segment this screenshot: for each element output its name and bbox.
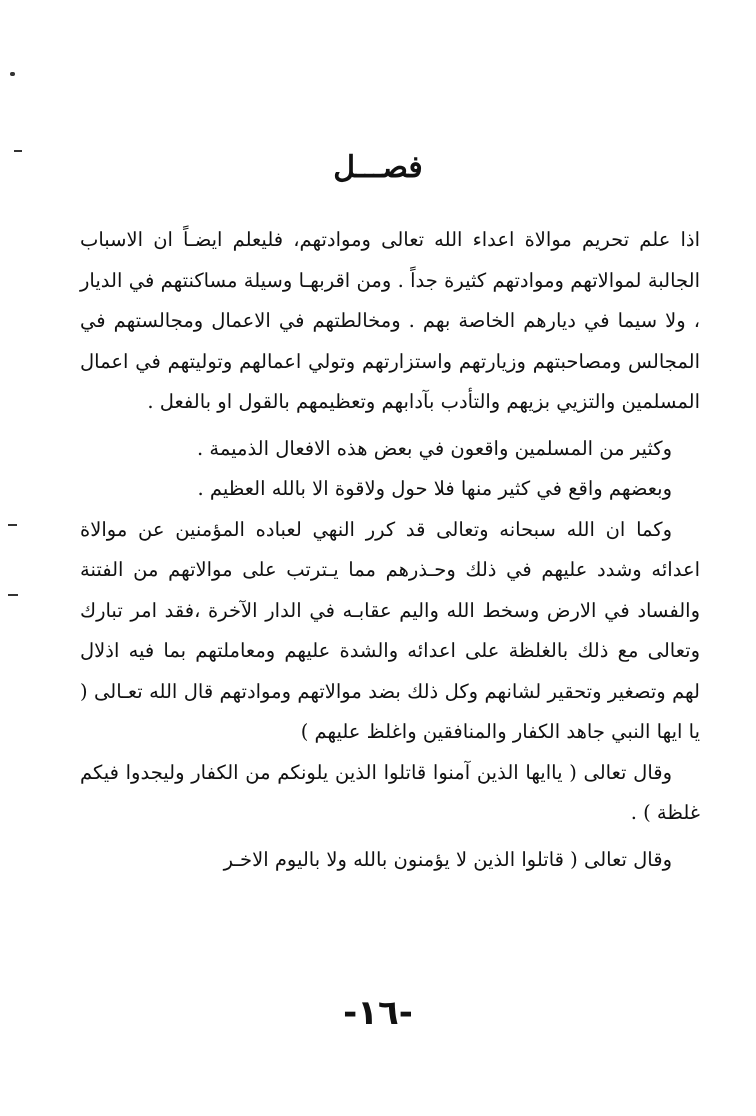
- paragraph: وقال تعالى ( قاتلوا الذين لا يؤمنون بالله ولا باليوم الاخـر: [223, 847, 672, 871]
- paragraph: اذا علم تحريم موالاة اعداء الله تعالى وموادتهم، فليعلم ايضـاً ان الاسباب الجالبة لموالاتهم وموادتهم كثيرة جداً . ومن اقربهـا وسيلة مساكنتهم في الديار ، ولا سيما في ديارهم الخاصة بهم . ومخالطتهم في الاعمال ومجالستهم في المجالس ومصاحبتهم وزيارتهم واستزارتهم وتولي اعمالهم وتوليتهم في اعمال المسلمين والتزيي بزيهم والتأدب بآدابهم وتعظيمهم بالقول او بالفعل .: [80, 228, 700, 413]
- section-heading: فصـــل: [333, 150, 423, 185]
- margin-mark: [8, 594, 18, 596]
- body-text: [80, 220, 700, 880]
- paragraph: وكثير من المسلمين واقعون في بعض هذه الافعال الذميمة .: [196, 436, 672, 460]
- paragraph: وكما ان الله سبحانه وتعالى قد كرر النهي لعباده المؤمنين عن موالاة اعدائه وشدد عليهم في ذلك وحـذرهم مما يـترتب على موالاتهم من الفتنة والفساد في الارض وسخط الله واليم عقابـه في الدار الآخرة ،فقد امر تبارك وتعالى مع ذلك بالغلظة على اعدائه والشدة عليهم ومعاملتهم بما فيه اذلال لهم وتصغير وتحقير لشانهم وكل ذلك بضد موالاتهم وموادتهم قال الله تعـالى ( يا ايها النبي جاهد الكفار والمنافقين واغلظ عليهم ): [80, 517, 700, 743]
- page-number: -١٦-: [343, 993, 413, 1033]
- paragraph: وقال تعالى ( ياايها الذين آمنوا قاتلوا الذين يلونكم من الكفار وليجدوا فيكم غلظة ) .: [80, 760, 700, 824]
- paragraph: وبعضهم واقع في كثير منها فلا حول ولاقوة الا بالله العظيم .: [197, 477, 672, 500]
- margin-mark: [10, 72, 15, 76]
- margin-mark: [8, 524, 17, 526]
